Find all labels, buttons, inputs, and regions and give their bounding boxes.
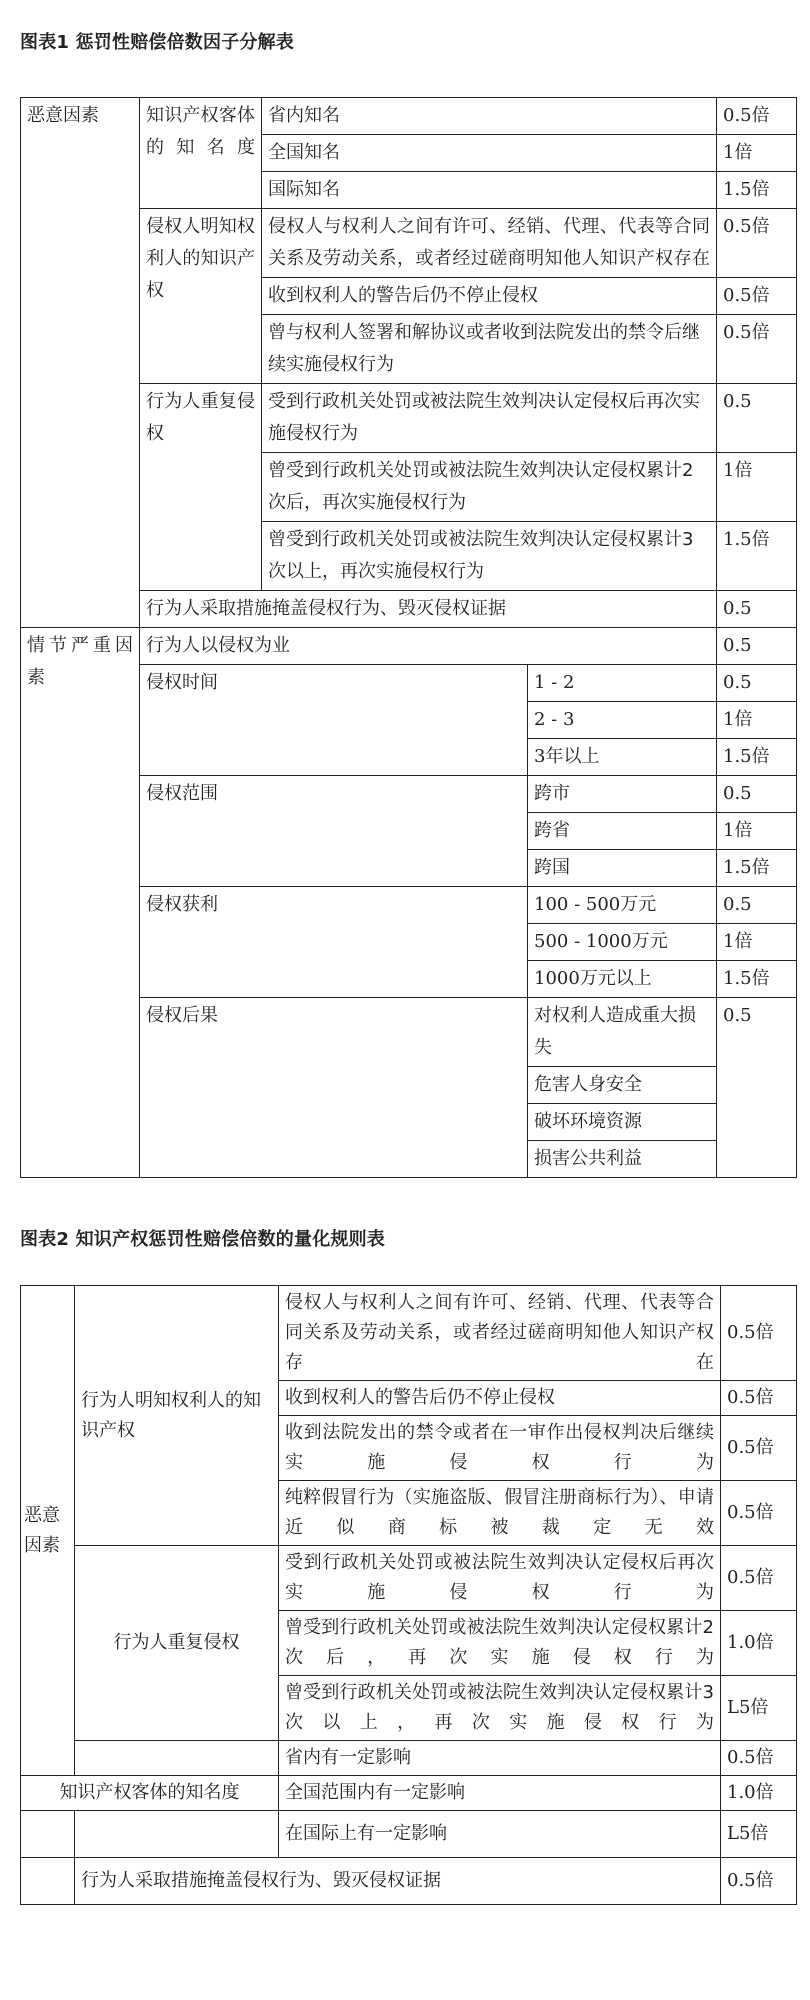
factor-breakdown-table bbox=[20, 97, 797, 1178]
fame-row-value: 0.5倍 bbox=[721, 1741, 797, 1776]
group-row-value: 1.5倍 bbox=[717, 739, 797, 776]
fame-row-label: 全国知名 bbox=[262, 135, 717, 172]
fame-row-label: 在国际上有一定影响 bbox=[279, 1811, 721, 1858]
group-row-label: 3年以上 bbox=[528, 739, 717, 776]
fame-row-label: 省内有一定影响 bbox=[279, 1741, 721, 1776]
group-label: 侵权时间 bbox=[140, 665, 528, 776]
malice-factors-label: 恶意因素 bbox=[21, 1286, 75, 1776]
empty-cell bbox=[21, 1811, 75, 1858]
severe-factors-label: 情节严重因素 bbox=[21, 628, 140, 1178]
knowing-row-value: 0.5倍 bbox=[717, 278, 797, 315]
group-row-label: 跨市 bbox=[528, 776, 717, 813]
knowing-row-label: 收到权利人的警告后仍不停止侵权 bbox=[279, 1381, 721, 1416]
repeat-row-label: 曾受到行政机关处罚或被法院生效判决认定侵权累计3次以上，再次实施侵权行为 bbox=[279, 1676, 721, 1741]
business-label: 行为人以侵权为业 bbox=[140, 628, 717, 665]
ip-fame-label: 知识产权客体的知名度 bbox=[21, 1776, 279, 1811]
fame-row-value: L5倍 bbox=[721, 1811, 797, 1858]
group-row-value: 1.5倍 bbox=[717, 961, 797, 998]
fame-row-value: 1倍 bbox=[717, 135, 797, 172]
consequence-row-label: 损害公共利益 bbox=[528, 1141, 717, 1178]
knowing-row-value: 0.5倍 bbox=[721, 1481, 797, 1546]
group-row-value: 1.5倍 bbox=[717, 850, 797, 887]
repeat-row-label: 受到行政机关处罚或被法院生效判决认定侵权后再次实施侵权行为 bbox=[262, 384, 717, 453]
repeat-row-label: 曾受到行政机关处罚或被法院生效判决认定侵权累计2次后，再次实施侵权行为 bbox=[279, 1611, 721, 1676]
cover-evidence-label: 行为人采取措施掩盖侵权行为、毁灭侵权证据 bbox=[75, 1858, 721, 1905]
repeat-row-value: 0.5倍 bbox=[721, 1546, 797, 1611]
quantification-rules-table bbox=[20, 1285, 797, 1905]
group-row-value: 0.5 bbox=[717, 665, 797, 702]
repeat-label: 行为人重复侵权 bbox=[75, 1546, 279, 1741]
consequence-row-label: 对权利人造成重大损失 bbox=[528, 998, 717, 1067]
repeat-row-value: L5倍 bbox=[721, 1676, 797, 1741]
table1-title: 图表1 惩罚性赔偿倍数因子分解表 bbox=[20, 32, 294, 53]
knowing-row-value: 0.5倍 bbox=[721, 1381, 797, 1416]
repeat-row-label: 曾受到行政机关处罚或被法院生效判决认定侵权累计3次以上，再次实施侵权行为 bbox=[262, 522, 717, 591]
table2-title: 图表2 知识产权惩罚性赔偿倍数的量化规则表 bbox=[20, 1229, 385, 1250]
knowing-row-label: 曾与权利人签署和解协议或者收到法院发出的禁令后继续实施侵权行为 bbox=[262, 315, 717, 384]
ip-fame-label: 知识产权客体的知名度 bbox=[140, 98, 262, 209]
knowing-row-label: 侵权人与权利人之间有许可、经销、代理、代表等合同关系及劳动关系，或者经过磋商明知他人知识产权存在 bbox=[279, 1286, 721, 1381]
group-row-label: 跨国 bbox=[528, 850, 717, 887]
empty-cell bbox=[75, 1741, 279, 1776]
group-row-label: 2 - 3 bbox=[528, 702, 717, 739]
knowing-row-label: 侵权人与权利人之间有许可、经销、代理、代表等合同关系及劳动关系，或者经过磋商明知他人知识产权存在 bbox=[262, 209, 717, 278]
repeat-row-label: 受到行政机关处罚或被法院生效判决认定侵权后再次实施侵权行为 bbox=[279, 1546, 721, 1611]
repeat-row-value: 0.5 bbox=[717, 384, 797, 453]
group-row-label: 1 - 2 bbox=[528, 665, 717, 702]
group-row-value: 1倍 bbox=[717, 702, 797, 739]
business-value: 0.5 bbox=[717, 628, 797, 665]
group-row-value: 1倍 bbox=[717, 924, 797, 961]
fame-row-value: 0.5倍 bbox=[717, 98, 797, 135]
consequence-label: 侵权后果 bbox=[140, 998, 528, 1178]
group-row-value: 0.5 bbox=[717, 887, 797, 924]
fame-row-label: 全国范围内有一定影响 bbox=[279, 1776, 721, 1811]
knowing-label: 行为人明知权利人的知识产权 bbox=[75, 1286, 279, 1546]
group-row-value: 0.5 bbox=[717, 776, 797, 813]
group-row-label: 100 - 500万元 bbox=[528, 887, 717, 924]
knowing-row-value: 0.5倍 bbox=[721, 1416, 797, 1481]
fame-row-value: 1.0倍 bbox=[721, 1776, 797, 1811]
repeat-row-value: 1倍 bbox=[717, 453, 797, 522]
knowing-row-value: 0.5倍 bbox=[717, 209, 797, 278]
group-label: 侵权获利 bbox=[140, 887, 528, 998]
group-row-value: 1倍 bbox=[717, 813, 797, 850]
group-row-label: 500 - 1000万元 bbox=[528, 924, 717, 961]
knowing-label: 侵权人明知权利人的知识产权 bbox=[140, 209, 262, 384]
group-row-label: 跨省 bbox=[528, 813, 717, 850]
consequence-row-label: 危害人身安全 bbox=[528, 1067, 717, 1104]
repeat-label: 行为人重复侵权 bbox=[140, 384, 262, 591]
malice-factors-label: 恶意因素 bbox=[21, 98, 140, 628]
cover-evidence-value: 0.5 bbox=[717, 591, 797, 628]
group-row-label: 1000万元以上 bbox=[528, 961, 717, 998]
repeat-row-value: 1.0倍 bbox=[721, 1611, 797, 1676]
fame-row-label: 省内知名 bbox=[262, 98, 717, 135]
empty-cell bbox=[21, 1858, 75, 1905]
repeat-row-label: 曾受到行政机关处罚或被法院生效判决认定侵权累计2次后，再次实施侵权行为 bbox=[262, 453, 717, 522]
consequence-value: 0.5 bbox=[717, 998, 797, 1178]
cover-evidence-value: 0.5倍 bbox=[721, 1858, 797, 1905]
cover-evidence-label: 行为人采取措施掩盖侵权行为、毁灭侵权证据 bbox=[140, 591, 717, 628]
knowing-row-label: 纯粹假冒行为（实施盗版、假冒注册商标行为）、申请近似商标被裁定无效 bbox=[279, 1481, 721, 1546]
group-label: 侵权范围 bbox=[140, 776, 528, 887]
fame-row-value: 1.5倍 bbox=[717, 172, 797, 209]
consequence-row-label: 破坏环境资源 bbox=[528, 1104, 717, 1141]
knowing-row-value: 0.5倍 bbox=[717, 315, 797, 384]
knowing-row-label: 收到法院发出的禁令或者在一审作出侵权判决后继续实施侵权行为 bbox=[279, 1416, 721, 1481]
fame-row-label: 国际知名 bbox=[262, 172, 717, 209]
knowing-row-value: 0.5倍 bbox=[721, 1286, 797, 1381]
knowing-row-label: 收到权利人的警告后仍不停止侵权 bbox=[262, 278, 717, 315]
empty-cell bbox=[75, 1811, 279, 1858]
repeat-row-value: 1.5倍 bbox=[717, 522, 797, 591]
